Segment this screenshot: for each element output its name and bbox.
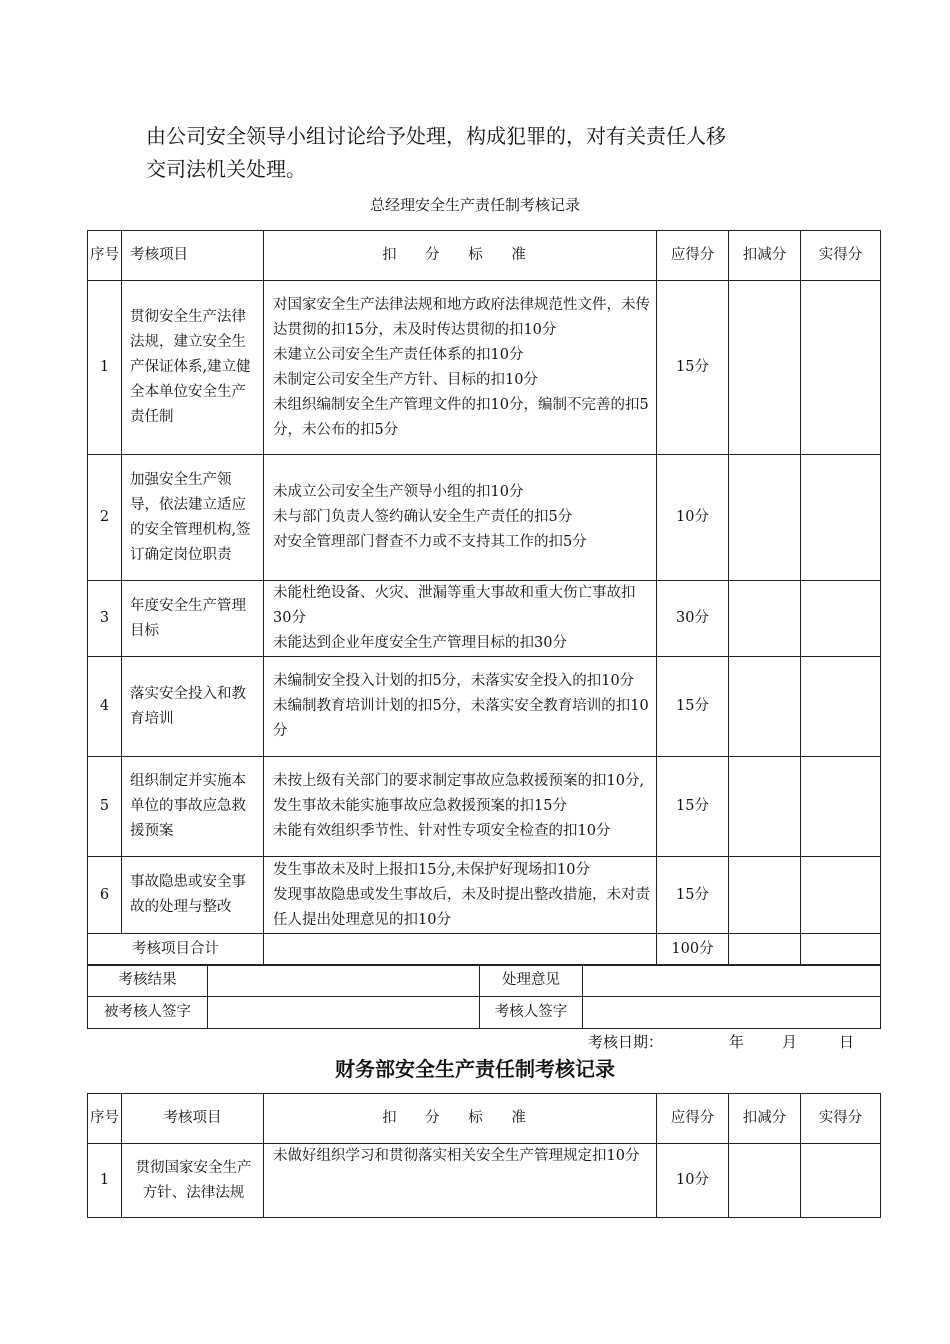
- criteria-line: 未建立公司安全生产责任体系的扣10分: [273, 346, 524, 363]
- header-no: 序号: [88, 1094, 122, 1144]
- deduction-criteria: [264, 455, 657, 581]
- table-row: [88, 857, 881, 934]
- table-row: [88, 581, 881, 657]
- actual-score-cell: [801, 281, 881, 455]
- actual-score-cell: [801, 757, 881, 857]
- header-score: 应得分: [657, 231, 729, 281]
- header-item: 考核项目: [122, 1094, 264, 1144]
- date-day: 日: [839, 1033, 855, 1051]
- assessment-item: 贯彻国家安全生产方针、法律法规: [122, 1144, 264, 1218]
- assessment-item: 加强安全生产领导，依法建立适应的安全管理机构,签订确定岗位职责: [122, 455, 264, 581]
- deducted-score-cell: [729, 1144, 801, 1218]
- total-actual-cell: [801, 934, 881, 966]
- row-number: 3: [88, 581, 122, 657]
- criteria-line: 未制定公司安全生产方针、目标的扣10分: [273, 371, 538, 388]
- criteria-line: 未做好组织学习和贯彻落实相关安全生产管理规定扣10分: [273, 1148, 640, 1164]
- criteria-line: 对安全管理部门督查不力或不支持其工作的扣5分: [273, 534, 587, 550]
- actual-score-cell: [801, 857, 881, 934]
- deducted-score-cell: [729, 455, 801, 581]
- assessment-date-line: [588, 1031, 854, 1052]
- header-item: 考核项目: [122, 231, 264, 281]
- row-number: 2: [88, 455, 122, 581]
- full-score: 15分: [657, 857, 729, 934]
- deduction-criteria: [264, 581, 657, 657]
- assessment-item: 落实安全投入和教育培训: [122, 657, 264, 757]
- criteria-line: 发生事故未及时上报扣15分,未保护好现场扣10分: [273, 861, 591, 878]
- criteria-line: 未按上级有关部门的要求制定事故应急救援预案的扣10分,发生事故未能实施事故应急救援预案的扣15分: [273, 773, 645, 814]
- full-score: 30分: [657, 581, 729, 657]
- actual-score-cell: [801, 1144, 881, 1218]
- criteria-line: 发现事故隐患或发生事故后，未及时提出整改措施，未对责任人提出处理意见的扣10分: [273, 886, 650, 928]
- row-number: 6: [88, 857, 122, 934]
- total-score: 100分: [657, 934, 729, 966]
- criteria-line: 未成立公司安全生产领导小组的扣10分: [273, 484, 524, 500]
- finance-dept-assessment-table: [87, 1093, 881, 1218]
- opinion-value-cell: [583, 965, 881, 997]
- total-deduct-cell: [729, 934, 801, 966]
- header-deduct: 扣减分: [729, 231, 801, 281]
- header-no: 序号: [88, 231, 122, 281]
- table-header-row: [88, 231, 881, 281]
- result-row: [88, 965, 881, 997]
- table1-title: 总经理安全生产责任制考核记录: [369, 196, 580, 214]
- examinee-sign-cell: [208, 997, 480, 1029]
- assessment-result-table: [87, 964, 881, 1029]
- deducted-score-cell: [729, 281, 801, 455]
- row-number: 1: [88, 281, 122, 455]
- full-score: 10分: [657, 1144, 729, 1218]
- deducted-score-cell: [729, 757, 801, 857]
- criteria-line: 对国家安全生产法律法规和地方政府法律规范性文件，未传达贯彻的扣15分，未及时传达贯彻的扣10分: [273, 296, 650, 338]
- table-row: [88, 657, 881, 757]
- total-row: [88, 934, 881, 966]
- deduction-criteria: [264, 657, 657, 757]
- full-score: 15分: [657, 757, 729, 857]
- table-row: [88, 757, 881, 857]
- table-row: [88, 281, 881, 455]
- deduction-criteria: [264, 281, 657, 455]
- header-deduct: 扣减分: [729, 1094, 801, 1144]
- date-label: 考核日期：: [588, 1033, 664, 1051]
- full-score: 10分: [657, 455, 729, 581]
- full-score: 15分: [657, 657, 729, 757]
- header-actual: 实得分: [801, 231, 881, 281]
- row-number: 1: [88, 1144, 122, 1218]
- opinion-label: 处理意见: [480, 965, 583, 997]
- assessment-item: 组织制定并实施本单位的事故应急救援预案: [122, 757, 264, 857]
- intro-line-1: 由公司安全领导小组讨论给予处理，构成犯罪的，对有关责任人移: [146, 124, 726, 148]
- result-label: 考核结果: [88, 965, 208, 997]
- table-header-row: [88, 1094, 881, 1144]
- full-score: 15分: [657, 281, 729, 455]
- date-year: 年: [729, 1033, 745, 1051]
- general-manager-assessment-table: [87, 230, 881, 966]
- row-number: 5: [88, 757, 122, 857]
- signature-row: [88, 997, 881, 1029]
- total-criteria-cell: [264, 934, 657, 966]
- criteria-line: 未编制安全投入计划的扣5分，未落实安全投入的扣10分: [273, 673, 635, 689]
- header-criteria: 扣 分 标 准: [264, 231, 657, 281]
- criteria-line: 未与部门负责人签约确认安全生产责任的扣5分: [273, 509, 573, 525]
- result-value-cell: [208, 965, 480, 997]
- actual-score-cell: [801, 581, 881, 657]
- header-score: 应得分: [657, 1094, 729, 1144]
- examiner-sign-label: 考核人签字: [480, 997, 583, 1029]
- deducted-score-cell: [729, 857, 801, 934]
- actual-score-cell: [801, 657, 881, 757]
- table-row: [88, 1144, 881, 1218]
- assessment-item: 事故隐患或安全事故的处理与整改: [122, 857, 264, 934]
- criteria-line: 未能杜绝设备、火灾、泄漏等重大事故和重大伤亡事故扣30分: [273, 585, 636, 626]
- criteria-line: 未能有效组织季节性、针对性专项安全检查的扣10分: [273, 823, 611, 839]
- row-number: 4: [88, 657, 122, 757]
- header-actual: 实得分: [801, 1094, 881, 1144]
- table-row: [88, 455, 881, 581]
- deduction-criteria: [264, 857, 657, 934]
- intro-paragraph: [146, 120, 846, 186]
- intro-line-2: 交司法机关处理。: [146, 157, 306, 181]
- deduction-criteria: [264, 757, 657, 857]
- criteria-line: 未编制教育培训计划的扣5分，未落实安全教育培训的扣10分: [273, 698, 649, 739]
- date-month: 月: [782, 1033, 798, 1051]
- examiner-sign-cell: [583, 997, 881, 1029]
- total-label: 考核项目合计: [88, 934, 264, 966]
- header-criteria: 扣 分 标 准: [264, 1094, 657, 1144]
- deduction-criteria: [264, 1144, 657, 1218]
- criteria-line: 未组织编制安全生产管理文件的扣10分，编制不完善的扣5分，未公布的扣5分: [273, 396, 649, 438]
- deducted-score-cell: [729, 657, 801, 757]
- assessment-item: 年度安全生产管理目标: [122, 581, 264, 657]
- criteria-line: 未能达到企业年度安全生产管理目标的扣30分: [273, 635, 567, 651]
- deducted-score-cell: [729, 581, 801, 657]
- table2-title: 财务部安全生产责任制考核记录: [335, 1057, 615, 1081]
- examinee-sign-label: 被考核人签字: [88, 997, 208, 1029]
- assessment-item: 贯彻安全生产法律法规，建立安全生产保证体系,建立健全本单位安全生产责任制: [122, 281, 264, 455]
- actual-score-cell: [801, 455, 881, 581]
